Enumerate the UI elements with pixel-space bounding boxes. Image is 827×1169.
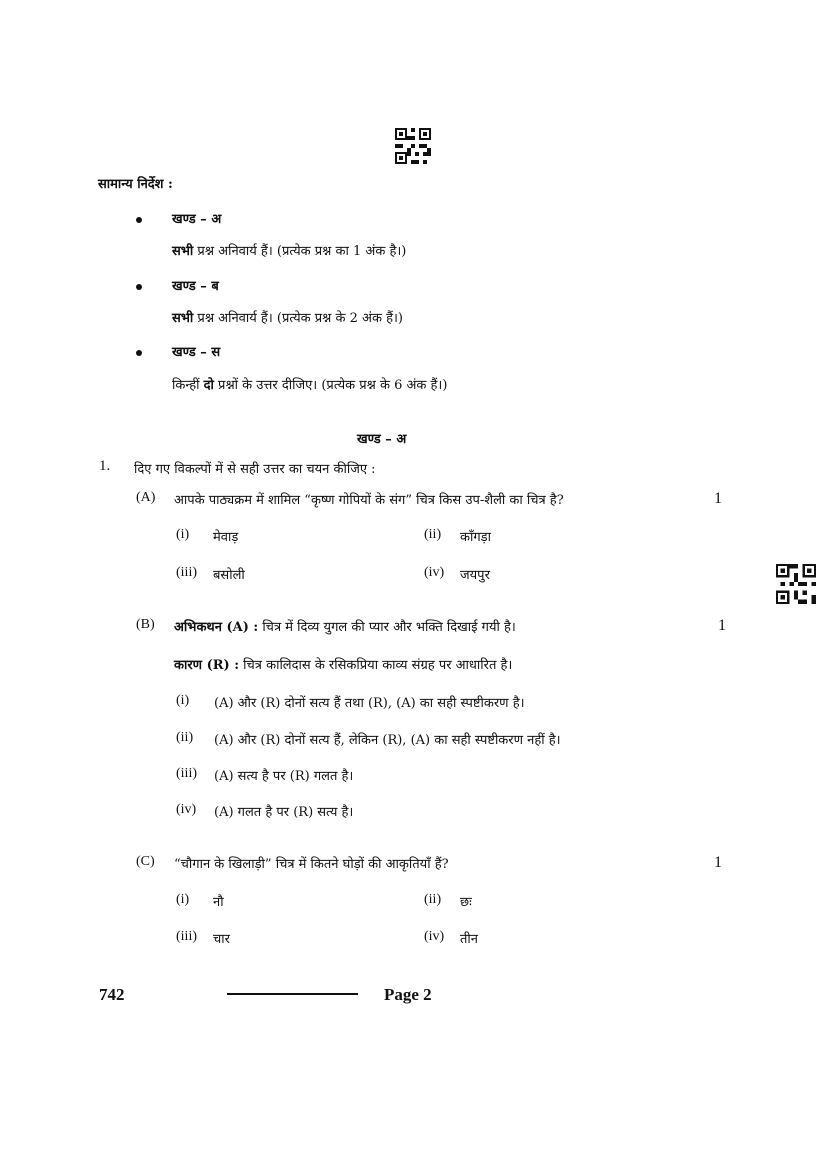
option-label: (ii)	[176, 730, 194, 745]
option-label: (iii)	[176, 565, 197, 580]
subquestion-c-marks: 1	[714, 854, 722, 871]
page-number: Page 2	[384, 985, 432, 1004]
instructions-title: सामान्य निर्देश :	[98, 177, 173, 192]
assertion: अभिकथन (A) : चित्र में दिव्य युगल की प्यार और भक्ति दिखाई गयी है।	[174, 620, 516, 635]
option-label: (ii)	[424, 527, 442, 542]
section-a-name: खण्ड – अ	[172, 212, 222, 227]
question-number: 1.	[99, 458, 111, 474]
bullet-icon	[136, 217, 142, 223]
option-text: तीन	[460, 932, 478, 947]
section-c-name: खण्ड – स	[172, 345, 221, 360]
qr-code-side	[776, 564, 816, 604]
qr-code-top	[395, 128, 431, 164]
subquestion-c-label: (C)	[136, 854, 155, 869]
bullet-icon	[136, 284, 142, 290]
section-c-instruction: किन्हीं दो प्रश्नों के उत्तर दीजिए। (प्रत्येक प्रश्न के 6 अंक हैं।)	[172, 378, 448, 393]
option-label: (i)	[176, 892, 190, 907]
option-label: (iii)	[176, 929, 197, 944]
subquestion-a-label: (A)	[136, 490, 156, 505]
option-label: (ii)	[424, 892, 442, 907]
option-text: नौ	[213, 895, 224, 910]
reason: कारण (R) : चित्र कालिदास के रसिकप्रिया काव्य संग्रह पर आधारित है।	[174, 658, 513, 673]
option-label: (iv)	[424, 929, 445, 944]
subquestion-c-text: “चौगान के खिलाड़ी” चित्र में कितने घोड़ों की आकृतियाँ हैं?	[174, 857, 449, 872]
bullet-icon	[136, 350, 142, 356]
subquestion-a-text: आपके पाठ्यक्रम में शामिल “कृष्ण गोपियों के संग” चित्र किस उप-शैली का चित्र है?	[174, 493, 564, 508]
option-text: (A) और (R) दोनों सत्य हैं, लेकिन (R), (A) का सही स्पष्टीकरण नहीं है।	[214, 733, 561, 748]
option-label: (iv)	[176, 802, 197, 817]
option-text: (A) सत्य है पर (R) गलत है।	[214, 769, 354, 784]
option-text: जयपुर	[460, 568, 490, 583]
footer-rule	[227, 993, 358, 995]
option-text: (A) और (R) दोनों सत्य हैं तथा (R), (A) का सही स्पष्टीकरण है।	[214, 696, 525, 711]
subquestion-b-label: (B)	[136, 617, 155, 632]
option-text: काँगड़ा	[460, 530, 491, 545]
option-label: (iv)	[424, 565, 445, 580]
option-text: बसोली	[213, 568, 245, 583]
subquestion-a-marks: 1	[714, 490, 722, 507]
option-text: छः	[460, 895, 472, 910]
section-b-instruction: सभी प्रश्न अनिवार्य हैं। (प्रत्येक प्रश्न के 2 अंक हैं।)	[172, 311, 403, 326]
section-b-name: खण्ड – ब	[172, 279, 219, 294]
subquestion-b-marks: 1	[718, 617, 726, 634]
section-heading: खण्ड – अ	[357, 432, 407, 447]
question-text: दिए गए विकल्पों में से सही उत्तर का चयन कीजिए :	[134, 462, 376, 477]
section-a-instruction: सभी प्रश्न अनिवार्य हैं। (प्रत्येक प्रश्न का 1 अंक है।)	[172, 244, 407, 259]
option-text: चार	[213, 932, 230, 947]
option-label: (iii)	[176, 766, 197, 781]
option-text: मेवाड़	[213, 530, 239, 545]
option-text: (A) गलत है पर (R) सत्य है।	[214, 805, 354, 820]
option-label: (i)	[176, 527, 190, 542]
paper-code: 742	[99, 985, 125, 1004]
option-label: (i)	[176, 693, 190, 708]
